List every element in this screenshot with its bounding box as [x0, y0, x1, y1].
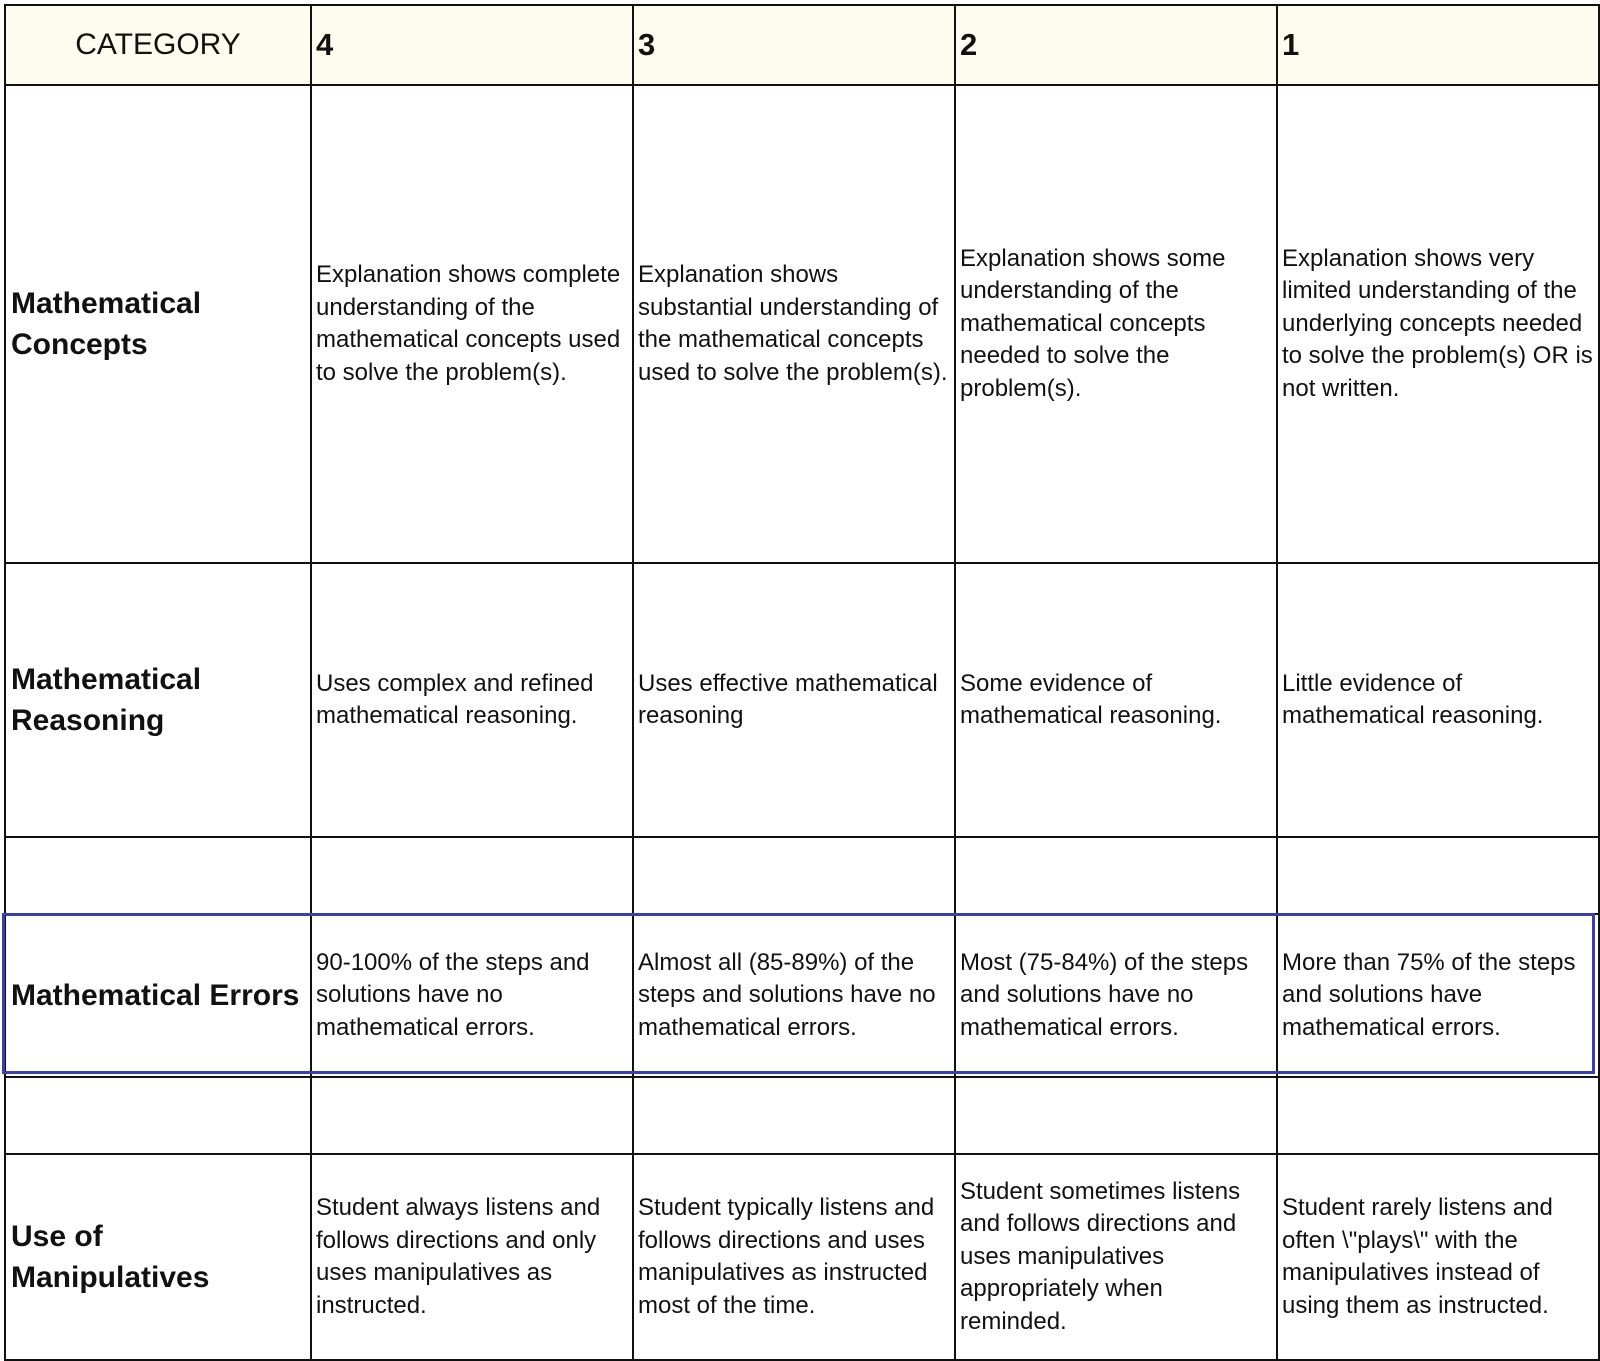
empty-cell — [311, 1077, 633, 1154]
header-score-4: 4 — [311, 5, 633, 85]
category-label: Use of Manipulatives — [5, 1154, 311, 1360]
spacer-row — [5, 1077, 1599, 1154]
empty-cell — [1277, 1077, 1599, 1154]
header-category: CATEGORY — [5, 5, 311, 85]
criteria-cell: Student rarely listens and often \"plays\" with the manipulatives instead of using them as instructed. — [1277, 1154, 1599, 1360]
empty-cell — [633, 1077, 955, 1154]
criteria-cell: Explanation shows very limited understanding of the underlying concepts needed to solve the problem(s) OR is not written. — [1277, 85, 1599, 563]
criteria-cell: Student sometimes listens and follows directions and uses manipulatives appropriately when reminded. — [955, 1154, 1277, 1360]
row-use-of-manipulatives — [5, 1154, 1599, 1360]
empty-cell — [1277, 837, 1599, 914]
empty-cell — [633, 837, 955, 914]
category-label: Mathematical Reasoning — [5, 563, 311, 837]
criteria-cell: Explanation shows substantial understanding of the mathematical concepts used to solve the problem(s). — [633, 85, 955, 563]
spacer-row — [5, 837, 1599, 914]
criteria-cell: Most (75-84%) of the steps and solutions have no mathematical errors. — [955, 914, 1277, 1077]
empty-cell — [955, 837, 1277, 914]
category-label: Mathematical Errors — [5, 914, 311, 1077]
criteria-cell: Student always listens and follows directions and only uses manipulatives as instructed. — [311, 1154, 633, 1360]
empty-cell — [311, 837, 633, 914]
header-score-1: 1 — [1277, 5, 1599, 85]
header-score-2: 2 — [955, 5, 1277, 85]
criteria-cell: Almost all (85-89%) of the steps and solutions have no mathematical errors. — [633, 914, 955, 1077]
row-mathematical-concepts — [5, 85, 1599, 563]
empty-cell — [5, 837, 311, 914]
row-mathematical-reasoning — [5, 563, 1599, 837]
header-score-3: 3 — [633, 5, 955, 85]
criteria-cell: Explanation shows complete understanding of the mathematical concepts used to solve the problem(s). — [311, 85, 633, 563]
empty-cell — [5, 1077, 311, 1154]
empty-cell — [955, 1077, 1277, 1154]
header-row — [5, 5, 1599, 85]
criteria-cell: More than 75% of the steps and solutions have mathematical errors. — [1277, 914, 1599, 1077]
category-label: Mathematical Concepts — [5, 85, 311, 563]
rubric-table — [4, 4, 1600, 1361]
criteria-cell: Uses effective mathematical reasoning — [633, 563, 955, 837]
criteria-cell: Explanation shows some understanding of the mathematical concepts needed to solve the problem(s). — [955, 85, 1277, 563]
criteria-cell: Little evidence of mathematical reasoning. — [1277, 563, 1599, 837]
criteria-cell: Some evidence of mathematical reasoning. — [955, 563, 1277, 837]
row-mathematical-errors — [5, 914, 1599, 1077]
criteria-cell: Uses complex and refined mathematical reasoning. — [311, 563, 633, 837]
criteria-cell: 90-100% of the steps and solutions have no mathematical errors. — [311, 914, 633, 1077]
criteria-cell: Student typically listens and follows directions and uses manipulatives as instructed most of the time. — [633, 1154, 955, 1360]
